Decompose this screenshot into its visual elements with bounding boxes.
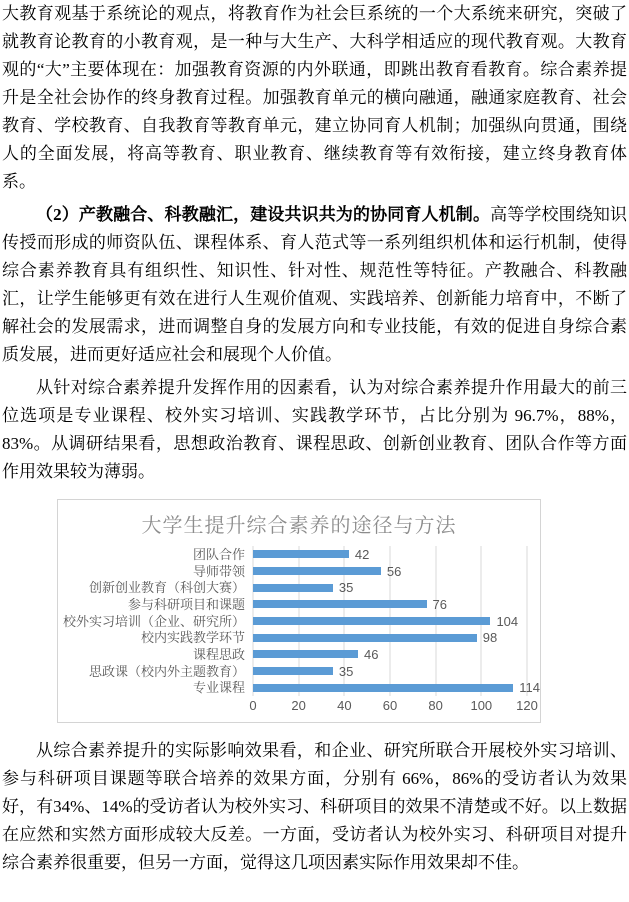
- chart-title: 大学生提升综合素养的途径与方法: [141, 515, 457, 537]
- chart-row: [58, 579, 540, 596]
- chart-x-tick: 20: [291, 698, 306, 713]
- chart-row: [58, 679, 540, 696]
- chart-value-label: 46: [364, 646, 379, 662]
- chart-bar: [253, 584, 333, 592]
- chart-value-label: 104: [496, 613, 519, 629]
- chart-category-label: 团队合作: [192, 546, 245, 562]
- paragraph-big-education-view: 大教育观基于系统论的观点，将教育作为社会巨系统的一个大系统来研究，突破了就教育论教育的小教育观，是一种与大生产、大科学相适应的现代教育观。大教育观的“大”主要体现在：加强教育资源的内外联通，即跳出教育看教育。综合素养提升是全社会协作的终身教育过程。加强教育单元的横向融通，融通家庭教育、社会教育、学校教育、自我教育等教育单元，建立协同育人机制；加强纵向贯通，围绕人的全面发展，将高等教育、职业教育、继续教育等有效衔接，建立终身教育体系。: [2, 4, 627, 191]
- chart-row: [58, 646, 540, 663]
- chart-row: [58, 613, 540, 630]
- chart-x-tick: 100: [470, 698, 493, 713]
- paragraph-industry-education-integration: [2, 201, 627, 369]
- chart-bar: [253, 650, 358, 658]
- chart-category-label: 校内实践教学环节: [140, 630, 245, 646]
- chart-x-axis: [249, 698, 538, 716]
- chart-category-label: 参与科研项目和课题: [127, 596, 245, 612]
- chart-value-label: 35: [338, 580, 354, 596]
- paragraph-bold-heading: （2）产教融合、科教融汇，建设共识共为的协同育人机制。: [36, 205, 491, 224]
- chart-row: [58, 596, 540, 613]
- chart-bar-track: [253, 648, 540, 661]
- chart-bar: [253, 617, 490, 625]
- chart-category-label: 校外实习培训（企业、研究所）: [62, 613, 245, 629]
- chart-x-tick: 0: [249, 698, 257, 713]
- chart-row: [58, 663, 540, 680]
- chart-value-label: 76: [432, 596, 447, 612]
- chart-bar: [253, 634, 477, 642]
- chart-category-label: 课程思政: [192, 646, 245, 662]
- paragraph-actual-effects: 从综合素养提升的实际影响效果看，和企业、研究所联合开展校外实习培训、参与科研项目课题等联合培养的效果方面，分别有 66%，86%的受访者认为效果好，有34%、14%的受访者认为校外实习、科研项目的效果不清楚或不好。以上数据在应然和实然方面形成较大反差。一方面，受访者认为校外实习、科研项目对提升综合素养很重要，但另一方面，觉得这几项因素实际作用效果却不佳。: [2, 741, 627, 872]
- chart-bar: [253, 550, 349, 558]
- chart-row: [58, 563, 540, 580]
- chart-x-tick: 40: [337, 698, 352, 713]
- chart-category-label: 专业课程: [192, 680, 245, 696]
- chart-bar-track: [253, 665, 540, 678]
- chart-x-tick: 60: [382, 698, 398, 713]
- chart-value-label: 56: [386, 563, 402, 579]
- chart-category-label: 创新创业教育（科创大赛）: [88, 580, 245, 596]
- chart-category-label: 导师带领: [192, 563, 245, 579]
- chart-bar-track: [253, 581, 540, 594]
- document-body: [2, 0, 627, 877]
- paragraph-body-text: 高等学校围绕知识传授而形成的师资队伍、课程体系、育人范式等一系列组织机体和运行机制，使得综合素养教育具有组织性、知识性、针对性、规范性等特征。产教融合、科教融汇，让学生能够更有效在进行人生观价值观、实践培养、创新能力培育中，不断了解社会的发展需求，进而调整自身的发展方向和专业技能，有效的促进自身综合素质发展，进而更好适应社会和展现个人价值。: [2, 205, 628, 364]
- chart-bar: [253, 600, 427, 608]
- chart-bar: [253, 684, 513, 692]
- chart-value-label: 98: [482, 630, 498, 646]
- chart-bar: [253, 567, 381, 575]
- chart-bar-track: [253, 565, 540, 578]
- chart-value-label: 42: [354, 546, 370, 562]
- chart-bar-track: [253, 598, 540, 611]
- paragraph-survey-factors: 从针对综合素养提升发挥作用的因素看，认为对综合素养提升作用最大的前三位选项是专业课程、校外实习培训、实践教学环节，占比分别为 96.7%，88%，83%。从调研结果看，思想政治教育、课程思政、创新创业教育、团队合作等方面作用效果较为薄弱。: [2, 378, 627, 481]
- chart-category-label: 思政课（校内外主题教育）: [88, 663, 245, 679]
- chart-bar-track: [253, 631, 540, 644]
- chart-bar-track: [253, 681, 540, 694]
- chart-row: [58, 629, 540, 646]
- chart-value-label: 35: [338, 663, 354, 679]
- chart-bar-track: [253, 615, 540, 628]
- chart-row: [58, 546, 540, 563]
- chart-value-label: 114: [519, 680, 541, 696]
- chart-x-tick: 80: [428, 698, 443, 713]
- chart-x-tick: 120: [516, 698, 538, 713]
- bar-chart: [57, 499, 541, 723]
- chart-plot-area: [58, 546, 540, 696]
- chart-bar: [253, 667, 333, 675]
- chart-rows: [58, 546, 540, 696]
- chart-bar-track: [253, 548, 540, 561]
